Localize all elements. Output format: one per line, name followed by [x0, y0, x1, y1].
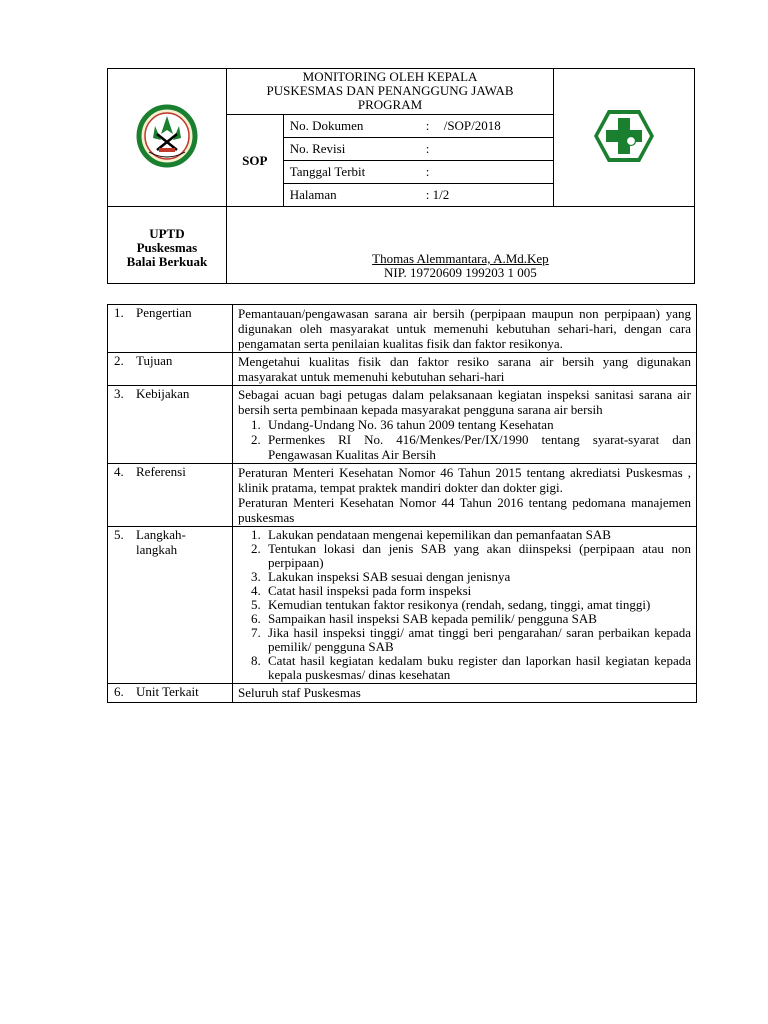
- org-line-1: UPTD: [149, 226, 185, 241]
- signatory-name: Thomas Alemmantara, A.Md.Kep: [372, 251, 549, 266]
- regency-emblem-icon: [135, 104, 199, 168]
- list-item: 3. Lakukan inspeksi SAB sesuai dengan jenisnya: [264, 570, 691, 584]
- section-row-reference: [108, 464, 697, 527]
- policy-list: [238, 417, 691, 462]
- section-label: Pengertian: [136, 305, 192, 320]
- list-item: 4. Catat hasil inspeksi pada form inspeksi: [264, 584, 691, 598]
- section-label: [136, 527, 186, 557]
- label-line-2: langkah: [136, 542, 178, 557]
- meta-colon: :: [425, 187, 430, 202]
- section-number: 3.: [114, 386, 124, 401]
- label-line-1: Langkah-: [136, 527, 186, 542]
- section-text: Seluruh staf Puskesmas: [233, 684, 697, 703]
- meta-row-doc-number: [284, 115, 554, 138]
- document-title: [226, 69, 553, 115]
- list-item: 2. Tentukan lokasi dan jenis SAB yang akan diinspeksi (perpipaan atau non perpipaan): [264, 542, 691, 570]
- section-number: 2.: [114, 353, 124, 368]
- section-body: [233, 386, 697, 464]
- signature-block: [226, 207, 694, 284]
- section-body: [233, 464, 697, 527]
- title-line-3: PROGRAM: [357, 97, 423, 112]
- section-number: 5.: [114, 527, 124, 542]
- puskesmas-cross-icon: [592, 108, 656, 164]
- section-heading: [108, 305, 233, 353]
- title-line-1: MONITORING OLEH KEPALA: [302, 69, 478, 84]
- section-number: 4.: [114, 464, 124, 479]
- meta-table: [284, 115, 554, 206]
- meta-row-revision: [284, 138, 554, 161]
- meta-colon: :: [425, 164, 430, 179]
- meta-colon: :: [425, 141, 430, 156]
- list-item: 1. Undang-Undang No. 36 tahun 2009 tentang Kesehatan: [264, 417, 691, 432]
- section-heading: [108, 464, 233, 527]
- meta-key: No. Dokumen: [289, 118, 364, 133]
- puskesmas-logo-cell: [554, 69, 695, 207]
- section-body: [233, 527, 697, 684]
- section-row-purpose: [108, 353, 697, 386]
- section-row-definition: [108, 305, 697, 353]
- section-label: Tujuan: [136, 353, 173, 368]
- section-text: Mengetahui kualitas fisik dan faktor resiko sarana air bersih yang digunakan masyarakat untuk memenuhi kebutuhan sehari-hari: [233, 353, 697, 386]
- section-text: Pemantauan/pengawasan sarana air bersih (perpipaan maupun non perpipaan) yang digunakan oleh masyarakat untuk memenuhi kebutuhan sehari-hari, dengan cara pengamatan serta penilaian kualitas fisik dan faktor resikonya.: [233, 305, 697, 353]
- sop-content-table: [107, 304, 697, 703]
- sop-label: SOP: [226, 115, 283, 207]
- meta-key: Tanggal Terbit: [289, 164, 366, 179]
- section-label: Referensi: [136, 464, 186, 479]
- meta-value: 1/2: [432, 187, 450, 202]
- meta-value: /SOP/2018: [443, 118, 501, 133]
- section-row-steps: [108, 527, 697, 684]
- document-meta: [283, 115, 554, 207]
- regency-logo-cell: [108, 69, 227, 207]
- section-number: 6.: [114, 684, 124, 699]
- section-row-policy: [108, 386, 697, 464]
- list-item: 2. Permenkes RI No. 416/Menkes/Per/IX/1990 tentang syarat-syarat dan Pengawasan Kualitas Air Bersih: [264, 432, 691, 462]
- section-heading: [108, 684, 233, 703]
- section-heading: [108, 386, 233, 464]
- section-heading: [108, 353, 233, 386]
- section-text: Sebagai acuan bagi petugas dalam pelaksanaan kegiatan inspeksi sanitasi sarana air bersih serta pembinaan kepada masyarakat pengguna sarana air bersih: [238, 387, 691, 417]
- title-line-2: PUSKESMAS DAN PENANGGUNG JAWAB: [266, 83, 514, 98]
- section-text-2: Peraturan Menteri Kesehatan Nomor 44 Tahun 2016 tentang pedomana manajemen puskesmas: [238, 495, 691, 525]
- section-heading: [108, 527, 233, 684]
- meta-colon: :: [425, 118, 430, 133]
- organization-name: [108, 207, 227, 284]
- list-item: 5. Kemudian tentukan faktor resikonya (rendah, sedang, tinggi, amat tinggi): [264, 598, 691, 612]
- list-item: 8. Catat hasil kegiatan kedalam buku register dan laporkan hasil kegiatan kepada kepala puskesmas/ dinas kesehatan: [264, 654, 691, 682]
- section-row-related-unit: [108, 684, 697, 703]
- meta-key: Halaman: [289, 187, 337, 202]
- list-item: 6. Sampaikan hasil inspeksi SAB kepada pemilik/ pengguna SAB: [264, 612, 691, 626]
- section-number: 1.: [114, 305, 124, 320]
- org-line-2: Puskesmas: [136, 240, 198, 255]
- meta-row-page: [284, 184, 554, 207]
- org-line-3: Balai Berkuak: [126, 254, 208, 269]
- list-item: 7. Jika hasil inspeksi tinggi/ amat tinggi beri pengarahan/ saran perbaikan kepada pemilik/ pengguna SAB: [264, 626, 691, 654]
- section-label: Kebijakan: [136, 386, 190, 401]
- meta-key: No. Revisi: [289, 141, 346, 156]
- meta-row-issue-date: [284, 161, 554, 184]
- sop-header-table: [107, 68, 695, 284]
- signatory-nip: NIP. 19720609 199203 1 005: [384, 265, 537, 280]
- section-text: Peraturan Menteri Kesehatan Nomor 46 Tahun 2015 tentang akrediatsi Puskesmas , klinik pratama, tempat praktek mandiri dokter dan dokter gigi.: [238, 465, 691, 495]
- section-label: Unit Terkait: [136, 684, 199, 699]
- steps-list: [238, 528, 691, 682]
- list-item: 1. Lakukan pendataan mengenai kepemilikan dan pemanfaatan SAB: [264, 528, 691, 542]
